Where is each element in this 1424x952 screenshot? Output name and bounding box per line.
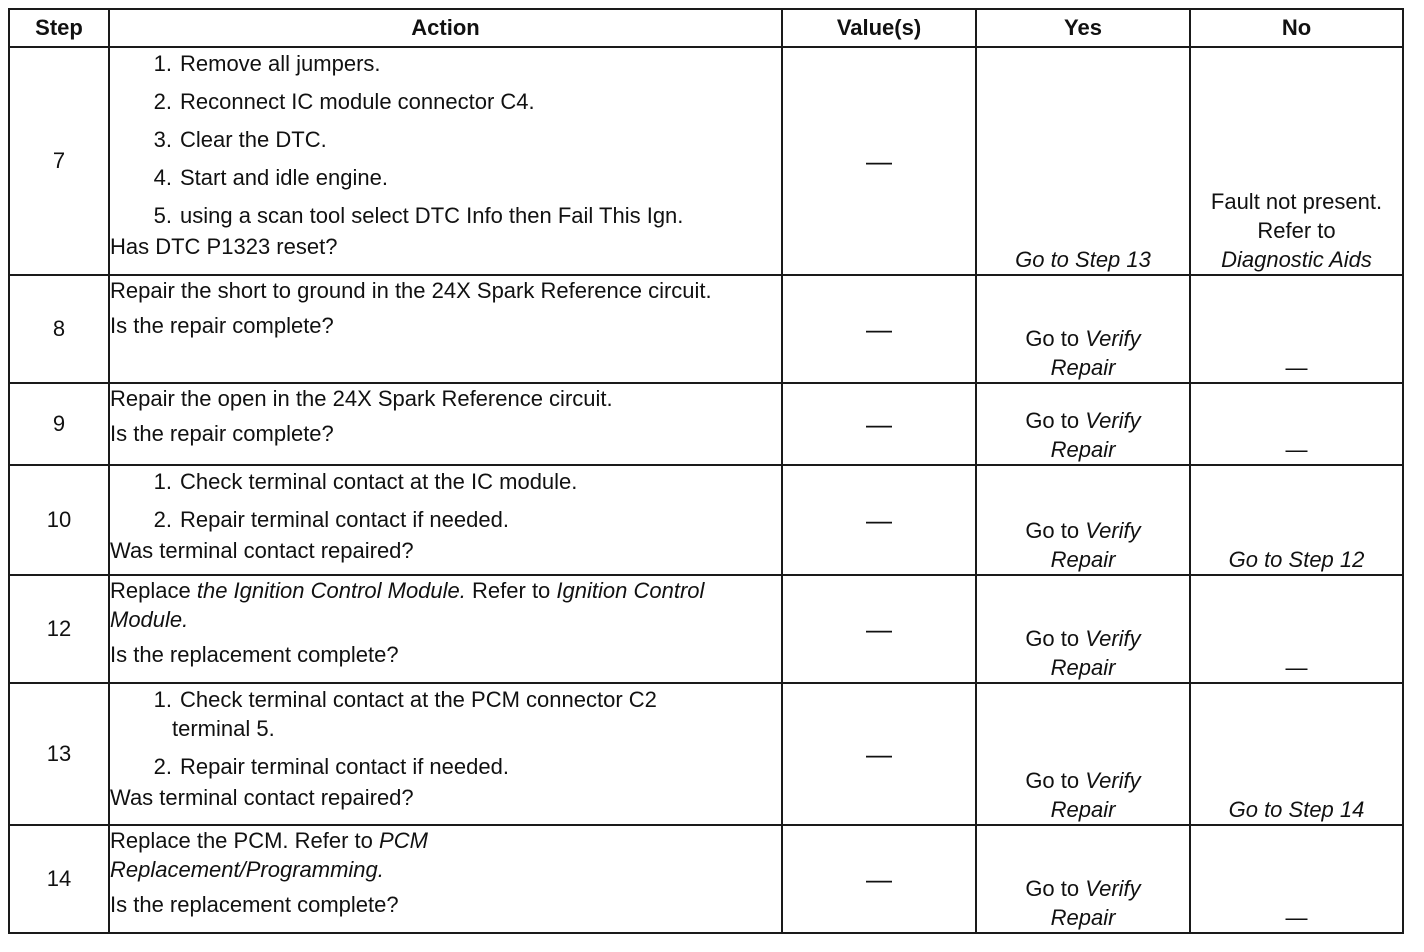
step-number: 7 bbox=[9, 47, 109, 275]
step-number: 12 bbox=[9, 575, 109, 683]
yes-link: Verify bbox=[1085, 625, 1141, 651]
table-row bbox=[9, 825, 1403, 933]
action-cell bbox=[109, 683, 782, 825]
action-cell bbox=[109, 465, 782, 575]
action-cell bbox=[109, 47, 782, 275]
action-text: Repair the open in the 24X Spark Reference circuit. bbox=[110, 386, 613, 411]
yes-link: Repair bbox=[1050, 354, 1116, 380]
no-cell: — bbox=[1190, 383, 1403, 465]
question-text: Was terminal contact repaired? bbox=[110, 785, 414, 811]
yes-link: Repair bbox=[1050, 654, 1116, 680]
step-number: 8 bbox=[9, 275, 109, 383]
yes-prefix: Go to bbox=[1025, 767, 1080, 793]
step-number: 14 bbox=[9, 825, 109, 933]
no-cell: — bbox=[1190, 575, 1403, 683]
value-cell: — bbox=[782, 47, 976, 275]
action-cell bbox=[109, 275, 782, 383]
action-cell bbox=[109, 575, 782, 683]
list-item: 1. Remove all jumpers. bbox=[153, 51, 381, 76]
diagnostic-table bbox=[8, 8, 1404, 934]
yes-prefix: Go to bbox=[1025, 875, 1080, 901]
table-row bbox=[9, 275, 1403, 383]
yes-cell bbox=[976, 465, 1190, 575]
yes-prefix: Go to bbox=[1025, 325, 1080, 351]
yes-cell bbox=[976, 825, 1190, 933]
value-cell: — bbox=[782, 825, 976, 933]
question-text: Is the repair complete? bbox=[110, 421, 334, 447]
no-cell: — bbox=[1190, 275, 1403, 383]
yes-link: Verify bbox=[1085, 325, 1141, 351]
action-text: Repair the short to ground in the 24X Spark Reference circuit. bbox=[110, 278, 712, 303]
yes-link: Verify bbox=[1085, 407, 1141, 433]
value-cell: — bbox=[782, 575, 976, 683]
action-cell bbox=[109, 383, 782, 465]
no-cell: Go to Step 14 bbox=[1190, 683, 1403, 825]
yes-prefix: Go to bbox=[1025, 625, 1080, 651]
header-step: Step bbox=[9, 9, 109, 47]
question-text: Was terminal contact repaired? bbox=[110, 538, 414, 564]
yes-prefix: Go to bbox=[1025, 407, 1080, 433]
no-line: Fault not present. bbox=[1210, 188, 1383, 214]
list-item: 1. Check terminal contact at the PCM connector C2 terminal 5. bbox=[153, 687, 657, 742]
yes-link: Repair bbox=[1050, 796, 1116, 822]
list-item: 4. Start and idle engine. bbox=[153, 165, 388, 191]
yes-link: Repair bbox=[1050, 904, 1116, 930]
yes-link: Repair bbox=[1050, 546, 1116, 572]
no-line: Refer to bbox=[1257, 217, 1336, 243]
action-text: Replace the PCM. Refer to PCM Replacement/Programming. bbox=[110, 828, 428, 883]
header-yes: Yes bbox=[976, 9, 1190, 47]
yes-cell bbox=[976, 575, 1190, 683]
yes-link: Verify bbox=[1085, 875, 1141, 901]
action-text: Replace the Ignition Control Module. Refer to Ignition Control Module. bbox=[110, 578, 705, 633]
yes-cell bbox=[976, 683, 1190, 825]
question-text: Is the replacement complete? bbox=[110, 642, 399, 668]
value-cell: — bbox=[782, 383, 976, 465]
list-item: 2. Reconnect IC module connector C4. bbox=[153, 89, 535, 115]
value-cell: — bbox=[782, 465, 976, 575]
yes-cell bbox=[976, 275, 1190, 383]
step-number: 9 bbox=[9, 383, 109, 465]
yes-link: Verify bbox=[1085, 517, 1141, 543]
header-action: Action bbox=[109, 9, 782, 47]
yes-cell: Go to Step 13 bbox=[976, 47, 1190, 275]
table-row bbox=[9, 383, 1403, 465]
no-cell: — bbox=[1190, 825, 1403, 933]
list-item: 5. using a scan tool select DTC Info then Fail This Ign. bbox=[153, 203, 684, 229]
table-row bbox=[9, 47, 1403, 275]
yes-cell bbox=[976, 383, 1190, 465]
step-number: 13 bbox=[9, 683, 109, 825]
value-cell: — bbox=[782, 275, 976, 383]
list-item: 2. Repair terminal contact if needed. bbox=[153, 507, 509, 533]
header-values: Value(s) bbox=[782, 9, 976, 47]
yes-link: Verify bbox=[1085, 767, 1141, 793]
yes-prefix: Go to bbox=[1025, 517, 1080, 543]
no-cell: Go to Step 12 bbox=[1190, 465, 1403, 575]
table-row bbox=[9, 465, 1403, 575]
header-no: No bbox=[1190, 9, 1403, 47]
value-cell: — bbox=[782, 683, 976, 825]
action-cell bbox=[109, 825, 782, 933]
no-cell bbox=[1190, 47, 1403, 275]
question-text: Has DTC P1323 reset? bbox=[110, 234, 338, 260]
list-item: 2. Repair terminal contact if needed. bbox=[153, 754, 509, 780]
question-text: Is the repair complete? bbox=[110, 313, 334, 339]
list-item: 3. Clear the DTC. bbox=[153, 127, 327, 153]
table-row bbox=[9, 683, 1403, 825]
list-item: 1. Check terminal contact at the IC module. bbox=[153, 469, 578, 494]
step-number: 10 bbox=[9, 465, 109, 575]
table-row bbox=[9, 575, 1403, 683]
yes-link: Repair bbox=[1050, 436, 1116, 462]
question-text: Is the replacement complete? bbox=[110, 892, 399, 918]
no-link: Diagnostic Aids bbox=[1221, 246, 1372, 272]
header-row bbox=[9, 9, 1403, 47]
